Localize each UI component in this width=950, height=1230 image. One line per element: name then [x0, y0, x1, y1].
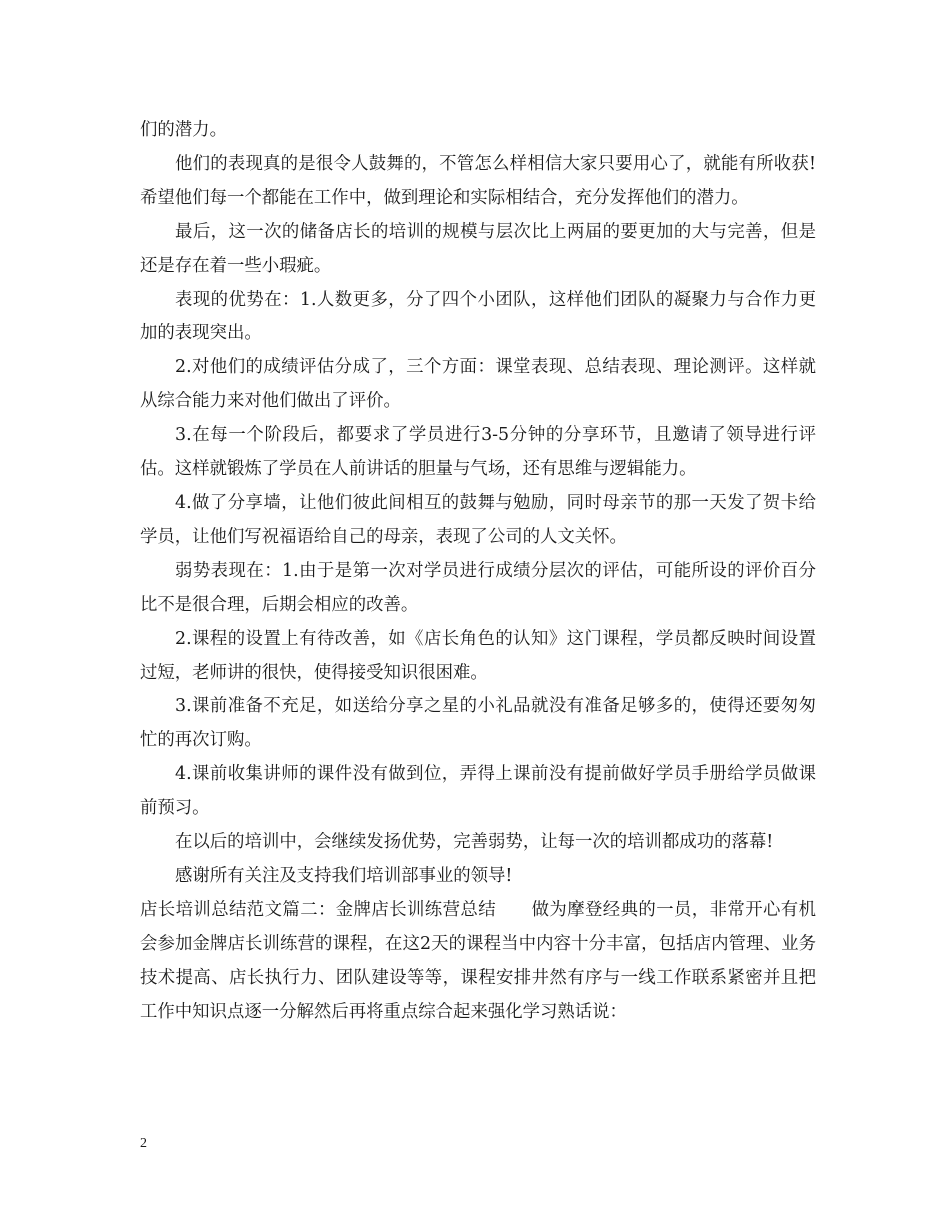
document-body [140, 114, 816, 1029]
paragraph: 4.做了分享墙，让他们彼此间相互的鼓舞与勉励，同时母亲节的那一天发了贺卡给学员，让他们写祝福语给自己的母亲，表现了公司的人文关怀。 [140, 492, 816, 547]
paragraph: 表现的优势在：1.人数更多，分了四个小团队，这样他们团队的凝聚力与合作力更加的表现突出。 [140, 289, 816, 344]
paragraph: 最后，这一次的储备店长的培训的规模与层次比上两届的要更加的大与完善，但是还是存在着一些小瑕疵。 [140, 221, 816, 276]
paragraph: 店长培训总结范文篇二：金牌店长训练营总结 做为摩登经典的一员，非常开心有机会参加金牌店长训练营的课程，在这2天的课程当中内容十分丰富，包括店内管理、业务技术提高、店长执行力、团队建设等等，课程安排井然有序与一线工作联系紧密并且把工作中知识点逐一分解然后再将重点综合起来强化学习熟话说： [140, 899, 816, 1022]
paragraph: 2.课程的设置上有待改善，如《店长角色的认知》这门课程，学员都反映时间设置过短，老师讲的很快，使得接受知识很困难。 [140, 628, 816, 683]
paragraph: 他们的表现真的是很令人鼓舞的，不管怎么样相信大家只要用心了，就能有所收获!希望他们每一个都能在工作中，做到理论和实际相结合，充分发挥他们的潜力。 [140, 153, 816, 208]
paragraph: 弱势表现在：1.由于是第一次对学员进行成绩分层次的评估，可能所设的评价百分比不是很合理，后期会相应的改善。 [140, 560, 816, 615]
paragraph: 3.课前准备不充足，如送给分享之星的小礼品就没有准备足够多的，使得还要匆匆忙的再次订购。 [140, 696, 816, 751]
paragraph: 们的潜力。 [140, 120, 227, 140]
paragraph: 感谢所有关注及支持我们培训部事业的领导! [175, 865, 513, 886]
page-number: 2 [140, 1136, 147, 1151]
paragraph: 3.在每一个阶段后，都要求了学员进行3-5分钟的分享环节，且邀请了领导进行评估。这样就锻炼了学员在人前讲话的胆量与气场，还有思维与逻辑能力。 [140, 425, 816, 480]
paragraph: 在以后的培训中，会继续发扬优势，完善弱势，让每一次的培训都成功的落幕! [175, 832, 774, 853]
paragraph: 2.对他们的成绩评估分成了，三个方面：课堂表现、总结表现、理论测评。这样就从综合能力来对他们做出了评价。 [140, 357, 816, 412]
paragraph: 4.课前收集讲师的课件没有做到位，弄得上课前没有提前做好学员手册给学员做课前预习。 [140, 764, 816, 819]
